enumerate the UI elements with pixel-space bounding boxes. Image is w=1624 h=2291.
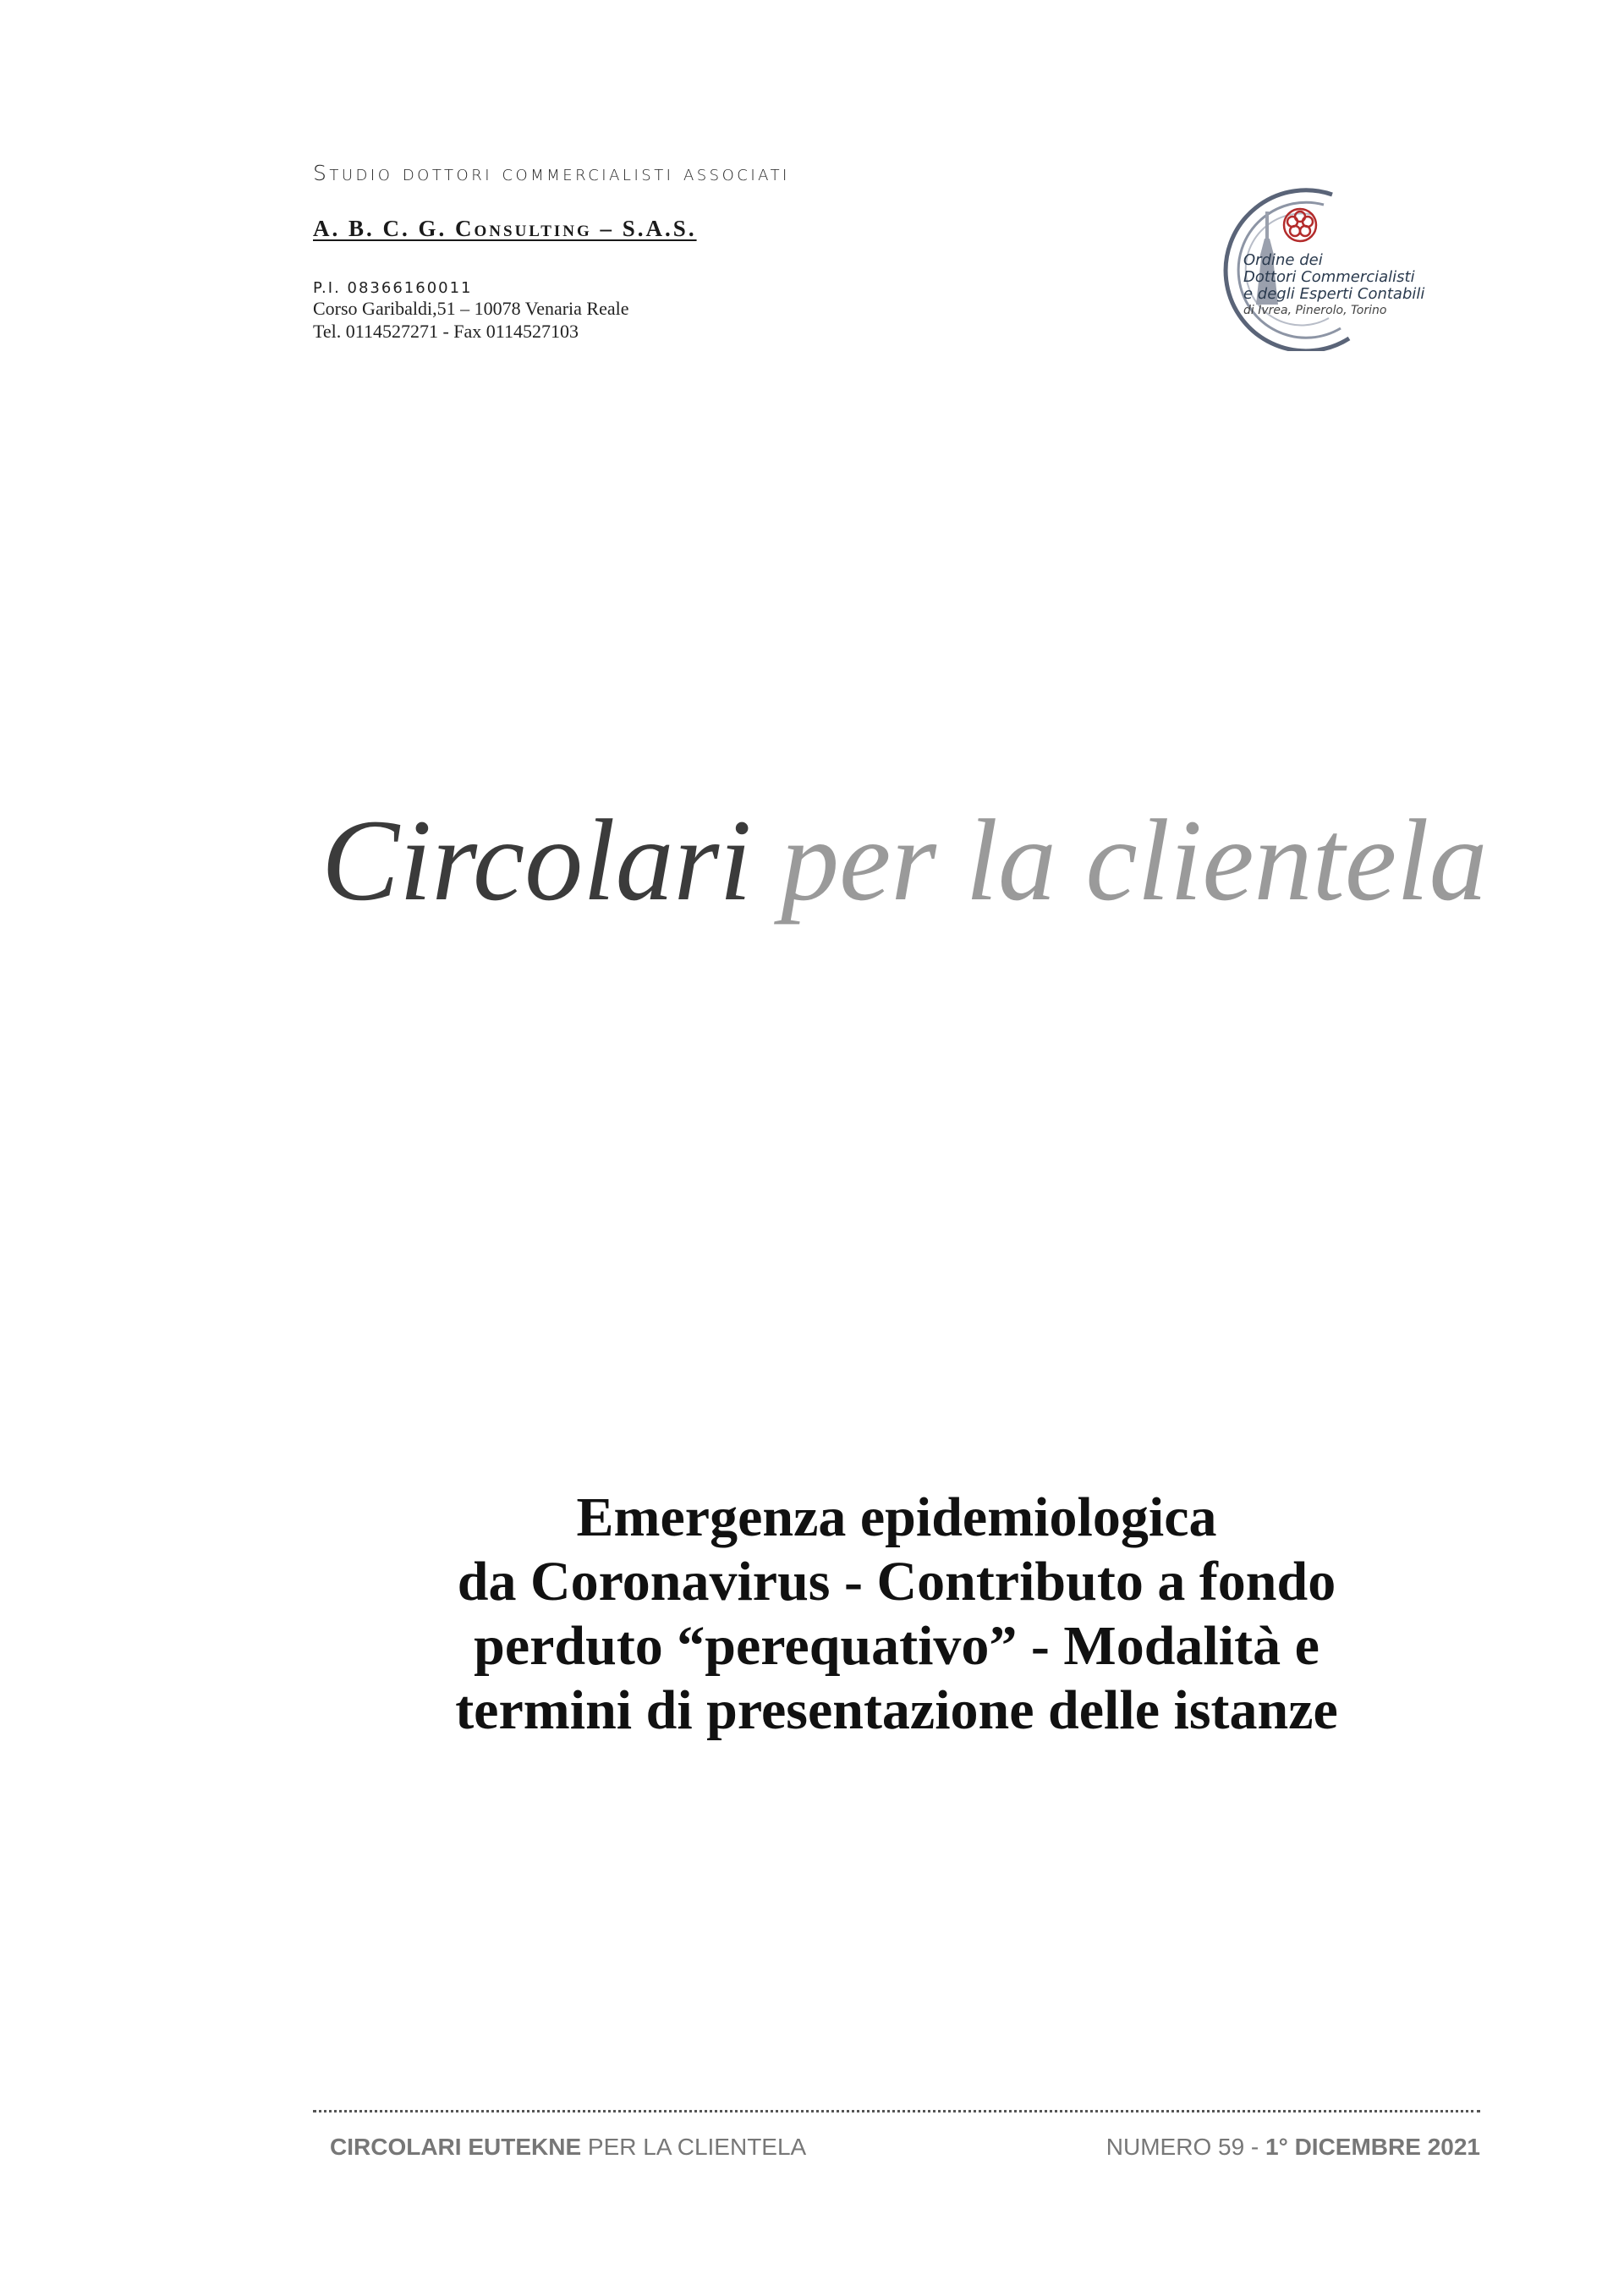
title-line-1: Emergenza epidemiologica [576,1486,1217,1548]
logo-line-3: e degli Esperti Contabili [1243,285,1425,303]
studio-name: Studio dottori commercialisti associati [313,161,790,185]
firm-header [313,161,1074,343]
publication-banner [321,795,1488,925]
title-line-2: da Coronavirus - Contributo a fondo [457,1551,1336,1612]
footer-publication [330,2134,806,2161]
address: Corso Garibaldi,51 – 10078 Venaria Reale [313,298,629,319]
footer-issue-number: NUMERO 59 - [1106,2134,1266,2160]
title-line-3: perduto “perequativo” - Modalità e [474,1615,1320,1677]
footer-issue [1106,2134,1480,2161]
phone-fax: Tel. 0114527271 - Fax 0114527103 [313,321,579,342]
company-name: A. B. C. G. Consulting – S.A.S. [313,216,697,241]
vat-number: P.I. 08366160011 [313,279,473,297]
banner-per-la-clientela: per la clientela [751,795,1488,925]
title-line-4: termini di presentazione delle istanze [455,1679,1338,1741]
footer-issue-date: 1° DICEMBRE 2021 [1265,2134,1480,2160]
logo-line-4: di Ivrea, Pinerolo, Torino [1243,304,1387,317]
logo-line-2: Dottori Commercialisti [1243,268,1415,286]
logo-line-1: Ordine dei [1243,251,1323,269]
banner-circolari: Circolari [321,795,752,925]
footer-publication-bold: CIRCOLARI EUTEKNE [330,2134,582,2160]
footer-publication-rest: PER LA CLIENTELA [581,2134,807,2160]
footer-divider [313,2110,1480,2112]
order-logo-text [1243,252,1424,318]
document-title [313,1486,1480,1743]
